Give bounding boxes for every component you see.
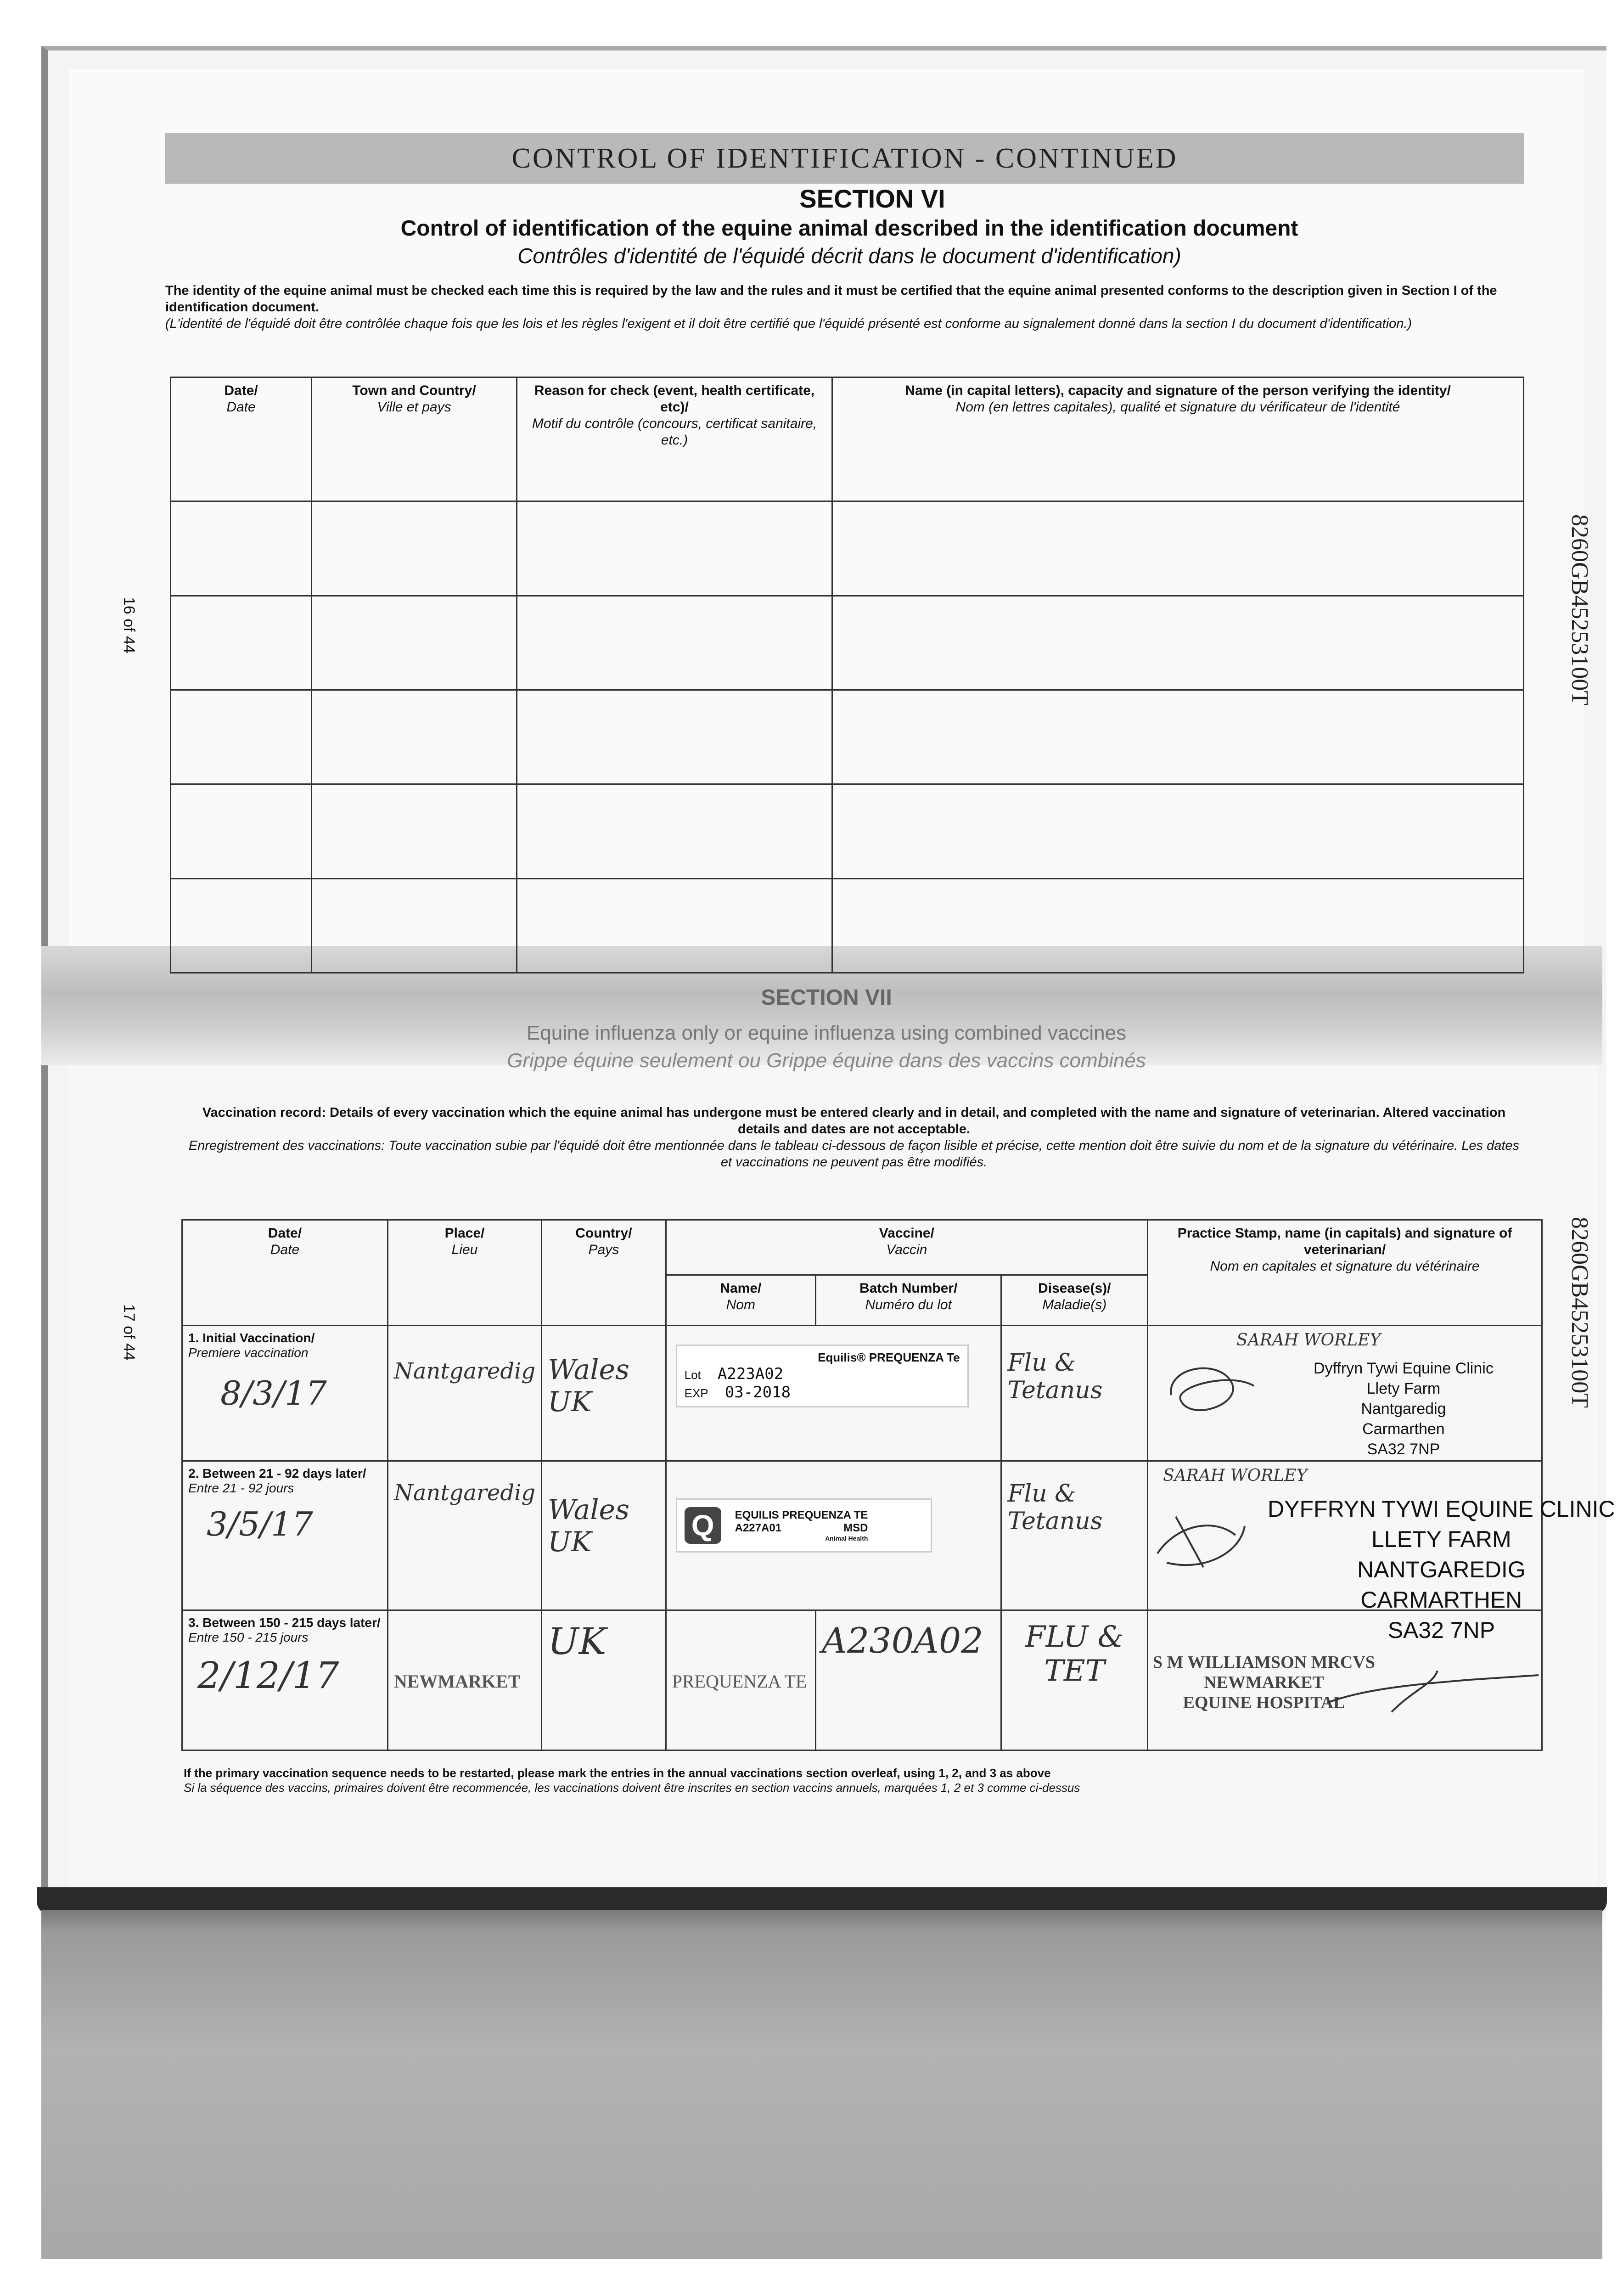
page-number-16: 16 of 44 — [120, 597, 138, 653]
row1-exp: 03-2018 — [724, 1383, 791, 1401]
table-row — [171, 690, 1524, 784]
section7-title-fr: Grippe équine seulement ou Grippe équine dans des vaccins combinés — [507, 1049, 1146, 1072]
vaccination-row-1 — [182, 1326, 1542, 1461]
section6-title-fr: Contrôles d'identité de l'équidé décrit dans le document d'identification) — [517, 244, 1181, 268]
vaccination-record-en: Vaccination record: Details of every vaccination which the equine animal has undergone must be entered clearly and in detail, and completed with the name and signature of veterinarian. Altered vaccination details and dates are not acceptable. — [202, 1105, 1506, 1137]
row3-country: UK — [542, 1610, 666, 1750]
row1-disease: Flu & Tetanus — [1001, 1326, 1148, 1461]
side-reference-lower: 8260GB45253100T — [1567, 1217, 1593, 1408]
passport-cover — [41, 1910, 1602, 2259]
section6-title: Control of identification of the equine animal described in the identification document — [400, 216, 1298, 241]
row2-place: Nantgaredig — [387, 1461, 541, 1610]
row3-batch: A230A02 — [816, 1610, 1001, 1750]
row1-signature — [1162, 1354, 1263, 1423]
row3-disease: FLU & TET — [1001, 1610, 1148, 1750]
row2-country: Wales UK — [542, 1461, 666, 1610]
row1-country: Wales UK — [542, 1326, 666, 1461]
table-row — [171, 501, 1524, 596]
row2-date: 3/5/17 — [207, 1505, 313, 1543]
row1-stamp-cell — [1148, 1326, 1542, 1461]
msd-logo: MSD — [843, 1522, 868, 1534]
row2-vaccine-sticker: Q EQUILIS PREQUENZA TE A227A01 MSD Animal Health — [676, 1498, 932, 1553]
row1-date: 8/3/17 — [220, 1374, 327, 1412]
row2-stamp-cell — [1148, 1461, 1615, 1643]
q-logo-icon: Q — [685, 1507, 721, 1544]
vaccination-record-intro — [188, 1104, 1520, 1171]
col-vax-date: Date/ Date — [182, 1220, 388, 1326]
row1-date-cell: 1. Initial Vaccination/ Premiere vaccination 8/3/17 — [182, 1326, 388, 1461]
col-vaccine: Vaccine/ Vaccin — [666, 1220, 1147, 1275]
row2-date-cell: 2. Between 21 - 92 days later/ Entre 21 - 92 jours 3/5/17 — [182, 1461, 388, 1610]
col-date: Date/ Date — [171, 377, 312, 501]
row3-vaccine-name: PREQUENZA TE — [666, 1610, 815, 1750]
row1-vaccine-sticker: Equilis® PREQUENZA Te Lot A223A02 EXP 03-2018 — [676, 1345, 969, 1407]
running-title-banner — [165, 133, 1524, 184]
restart-note: If the primary vaccination sequence needs to be restarted, please mark the entries in the annual vaccinations section overleaf, using 1, 2, and 3 as above Si la séquence des vaccins, primaires doivent être recommencée, les vaccinations doivent être inscrites en section vaccins annuels, marquées 1, 2 et 3 comme ci-dessus — [184, 1766, 1080, 1795]
row1-place: Nantgaredig — [387, 1326, 541, 1461]
section6-heading: SECTION VI — [799, 184, 945, 213]
section6-intro-fr: (L'identité de l'équidé doit être contrôlée chaque fois que les lois et les règles l'exigent et il doit être certifié que l'équidé présenté est conforme au signalement donné dans la section I du document d'identification.) — [165, 316, 1412, 331]
table-row — [171, 878, 1524, 973]
col-disease: Disease(s)/ Maladie(s) — [1001, 1275, 1148, 1326]
row2-stamp: DYFFRYN TYWI EQUINE CLINIC LLETY FARM NANTGAREDIG CARMARTHEN SA32 7NP — [1268, 1496, 1615, 1643]
col-place: Place/ Lieu — [387, 1220, 541, 1326]
col-batch: Batch Number/ Numéro du lot — [816, 1275, 1001, 1326]
section6-intro — [165, 282, 1506, 332]
running-title: CONTROL OF IDENTIFICATION - CONTINUED — [511, 143, 1178, 174]
row2-vaccine-label-cell — [666, 1461, 1001, 1610]
section6-intro-en: The identity of the equine animal must be checked each time this is required by the law and the rules and it must be certified that the equine animal presented conforms to the description given in Section I of the identification document. — [165, 283, 1497, 315]
identification-check-table — [170, 377, 1524, 974]
row1-vaccine-label-cell — [666, 1326, 1001, 1461]
row3-date: 2/12/17 — [197, 1654, 339, 1697]
row3-place: NEWMARKET — [387, 1610, 541, 1750]
col-practice-stamp: Practice Stamp, name (in capitals) and signature of veterinarian/ Nom en capitales et signature du vétérinaire — [1148, 1220, 1542, 1326]
row2-vet-name: SARAH WORLEY — [1163, 1466, 1308, 1485]
row3-date-cell: 3. Between 150 - 215 days later/ Entre 150 - 215 jours 2/12/17 — [182, 1610, 388, 1750]
row1-vet-name: SARAH WORLEY — [1236, 1331, 1381, 1350]
table-row — [171, 784, 1524, 878]
row1-lot: A223A02 — [717, 1365, 784, 1383]
vaccination-row-3 — [182, 1610, 1542, 1750]
row2-batch: A227A01 — [735, 1522, 782, 1534]
row2-signature — [1148, 1498, 1254, 1576]
vaccination-row-2 — [182, 1461, 1542, 1610]
col-town: Town and Country/ Ville et pays — [312, 377, 517, 501]
table-row — [171, 596, 1524, 690]
row2-disease: Flu & Tetanus — [1001, 1461, 1148, 1610]
row3-stamp: S M WILLIAMSON MRCVS NEWMARKET EQUINE HOSPITAL — [1153, 1653, 1375, 1712]
section7-heading: SECTION VII — [761, 985, 892, 1010]
col-vaccine-name: Name/ Nom — [666, 1275, 815, 1326]
col-country: Country/ Pays — [542, 1220, 666, 1326]
col-verifier: Name (in capital letters), capacity and signature of the person verifying the identity/ Nom (en lettres capitales), qualité et signature du vérificateur de l'identité — [832, 377, 1524, 501]
row3-stamp-cell — [1148, 1610, 1542, 1750]
row1-stamp: Dyffryn Tywi Equine Clinic Llety Farm Nantgaredig Carmarthen SA32 7NP — [1314, 1360, 1494, 1458]
side-reference-upper: 8260GB45253100T — [1567, 514, 1593, 705]
col-reason: Reason for check (event, health certificate, etc)/ Motif du contrôle (concours, certificat sanitaire, etc.) — [517, 377, 832, 501]
vaccination-record-fr: Enregistrement des vaccinations: Toute vaccination subie par l'équidé doit être mentionnée dans le tableau ci-dessous de façon lisible et précise, cette mention doit être suivie du nom et de la signature du vétérinaire. Les dates et vaccinations ne peuvent pas être modifiés. — [188, 1138, 1520, 1170]
row3-signature — [1323, 1661, 1552, 1716]
page-number-17: 17 of 44 — [120, 1304, 138, 1361]
section7-title: Equine influenza only or equine influenza using combined vaccines — [526, 1022, 1127, 1044]
